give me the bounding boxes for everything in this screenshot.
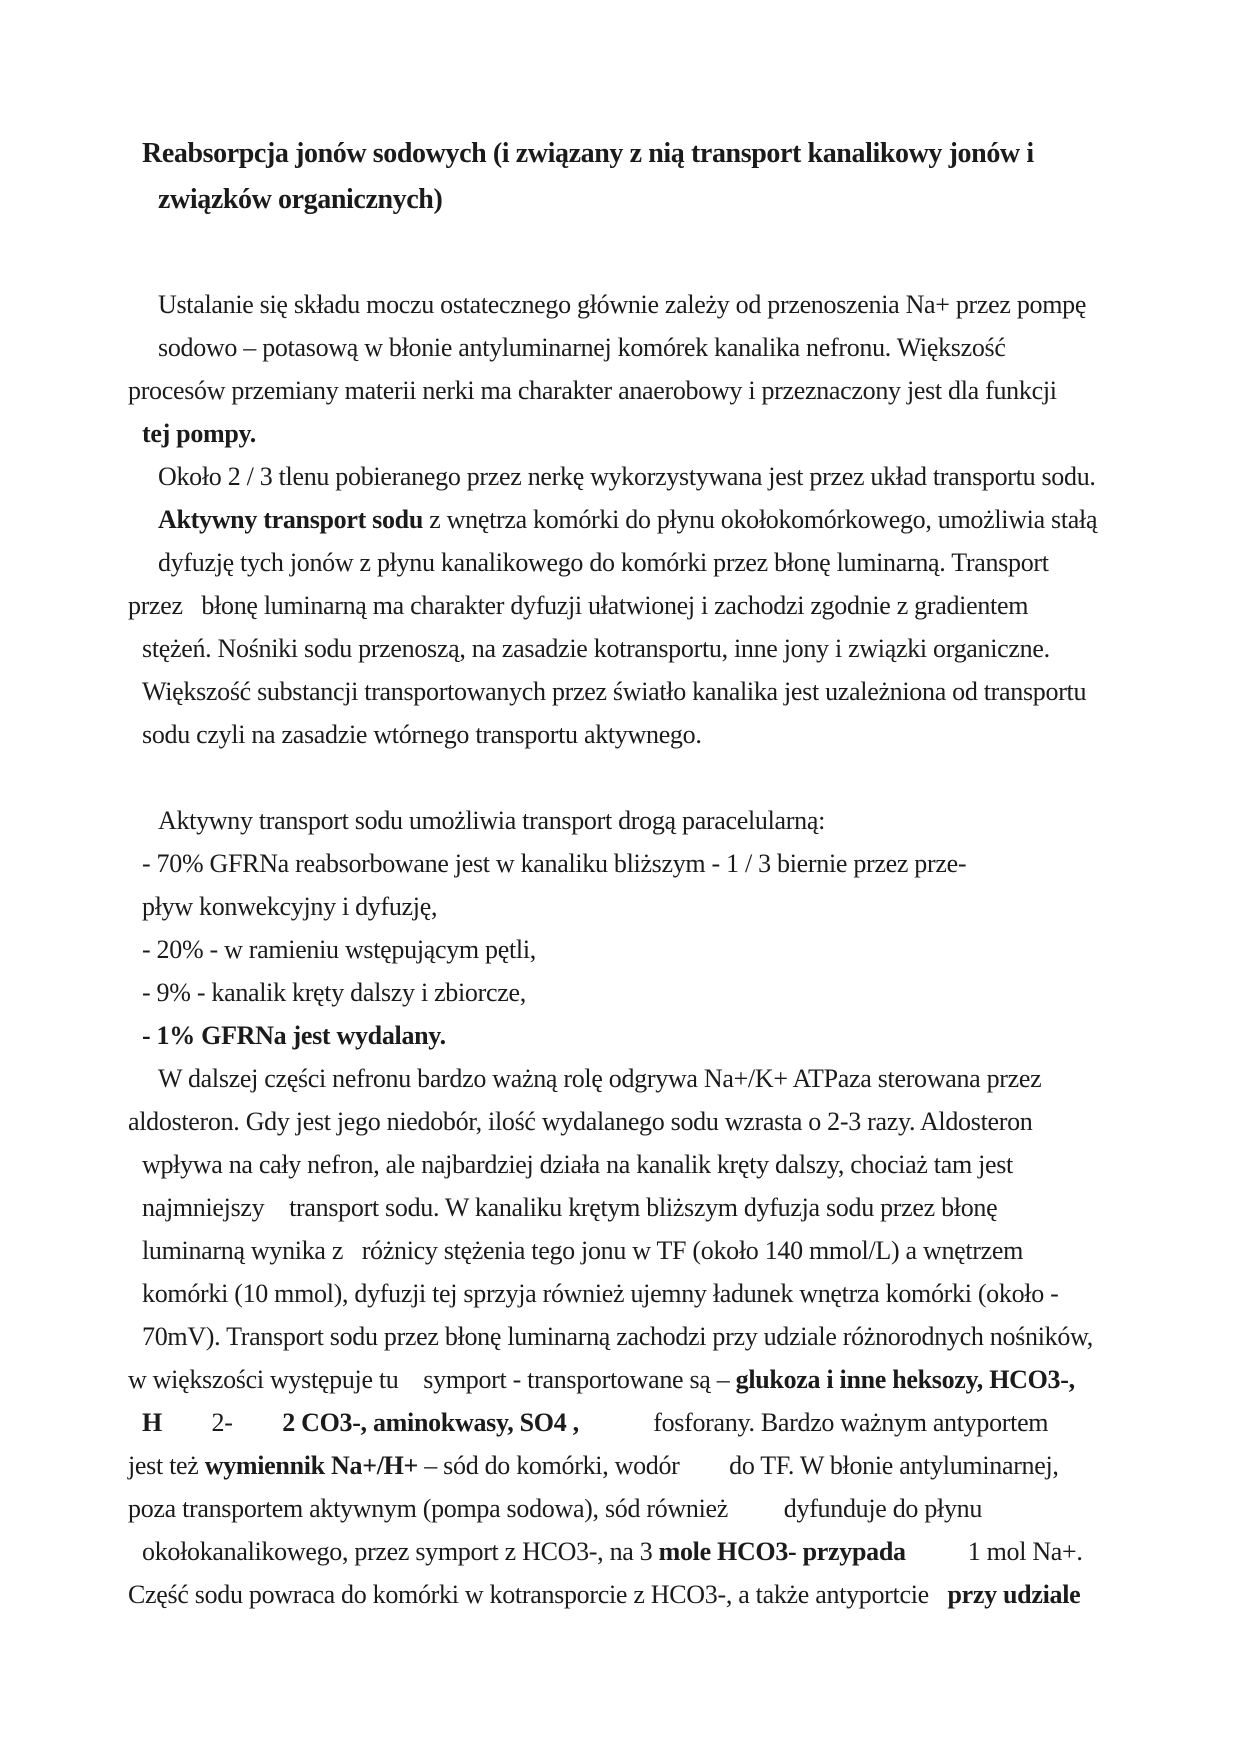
text-segment: - 70% GFRNa reabsorbowane jest w kanaliku bliższym - 1 / 3 biernie przez prze- xyxy=(142,849,967,878)
text-segment: Aktywny transport sodu umożliwia transport drogą paracelularną: xyxy=(158,806,826,835)
text-line xyxy=(128,670,1178,713)
text-segment: Ustalanie się składu moczu ostatecznego głównie zależy od przenoszenia Na+ przez pompę xyxy=(158,290,1087,319)
text-segment: mole HCO3- przypada xyxy=(658,1537,906,1566)
text-segment: sodowo – potasową w błonie antyluminarnej komórek kanalika nefronu. Większość xyxy=(158,333,1006,362)
text-segment: W dalszej części nefronu bardzo ważną rolę odgrywa Na+/K+ ATPaza sterowana przez xyxy=(158,1064,1042,1093)
text-segment: wymiennik Na+/H+ xyxy=(204,1451,419,1480)
text-line xyxy=(128,584,1178,627)
text-line xyxy=(128,1186,1178,1229)
text-segment: dyfuzję tych jonów z płynu kanalikowego do komórki przez błonę luminarną. Transport xyxy=(158,548,1049,577)
text-line xyxy=(128,498,1178,541)
text-line xyxy=(128,1487,1178,1530)
blank-line xyxy=(128,756,1178,799)
text-segment: pływ konwekcyjny i dyfuzję, xyxy=(142,892,438,921)
text-segment: glukoza i inne heksozy, HCO3-, xyxy=(735,1365,1075,1394)
document-body xyxy=(128,283,1178,1616)
text-line xyxy=(128,541,1178,584)
title-line: związków organicznych) xyxy=(158,184,443,215)
text-segment: procesów przemiany materii nerki ma charakter anaerobowy i przeznaczony jest dla funkcji xyxy=(128,376,1057,405)
text-line xyxy=(128,1573,1178,1616)
text-segment: z wnętrza komórki do płynu okołokomórkowego, umożliwia stałą xyxy=(423,505,1098,534)
text-segment: stężeń. Nośniki sodu przenoszą, na zasadzie kotransportu, inne jony i związki organiczne. xyxy=(142,634,1050,663)
text-segment: Większość substancji transportowanych przez światło kanalika jest uzależniona od transportu xyxy=(142,677,1087,706)
text-segment: przez błonę luminarną ma charakter dyfuzji ułatwionej i zachodzi zgodnie z gradientem xyxy=(128,591,1029,620)
text-segment: luminarną wynika z różnicy stężenia tego jonu w TF (około 140 mmol/L) a wnętrzem xyxy=(142,1236,1024,1265)
text-line xyxy=(128,1358,1178,1401)
text-line xyxy=(128,1315,1178,1358)
text-segment: - 20% - w ramieniu wstępującym pętli, xyxy=(142,935,536,964)
text-line xyxy=(128,1444,1178,1487)
document-content xyxy=(128,131,1178,1616)
text-line xyxy=(128,1143,1178,1186)
text-segment: przy udziale xyxy=(947,1580,1081,1609)
text-segment: komórki (10 mmol), dyfuzji tej sprzyja również ujemny ładunek wnętrza komórki (około - xyxy=(142,1279,1059,1308)
text-segment: Część sodu powraca do komórki w kotransporcie z HCO3-, a także antyportcie xyxy=(128,1580,948,1609)
text-line xyxy=(128,412,1178,455)
text-line xyxy=(128,1229,1178,1272)
text-line xyxy=(128,283,1178,326)
text-line xyxy=(128,928,1178,971)
text-line xyxy=(128,1014,1178,1057)
text-segment: 2- xyxy=(161,1408,283,1437)
text-segment: - 1% GFRNa jest wydalany. xyxy=(142,1021,446,1050)
text-segment: H xyxy=(142,1408,162,1437)
text-segment: 1 mol Na+. xyxy=(905,1537,1083,1566)
title-body-gap xyxy=(128,223,1178,283)
text-line xyxy=(128,1272,1178,1315)
text-segment: 70mV). Transport sodu przez błonę luminarną zachodzi przy udziale różnorodnych nośników, xyxy=(142,1322,1094,1351)
text-line xyxy=(128,455,1178,498)
text-line xyxy=(128,326,1178,369)
text-segment: fosforany. Bardzo ważnym antyportem xyxy=(578,1408,1049,1437)
title-line: Reabsorpcja jonów sodowych (i związany z nią transport kanalikowy jonów i xyxy=(142,138,1034,169)
text-line xyxy=(128,369,1178,412)
text-line xyxy=(128,799,1178,842)
text-segment: 2 CO3-, aminokwasy, SO4 , xyxy=(282,1408,579,1437)
text-segment: tej pompy. xyxy=(142,419,257,448)
text-segment: aldosteron. Gdy jest jego niedobór, ilość wydalanego sodu wzrasta o 2-3 razy. Aldosteron xyxy=(128,1107,1033,1136)
text-segment: wpływa na cały nefron, ale najbardziej działa na kanalik kręty dalszy, chociaż tam jest xyxy=(142,1150,1013,1179)
text-line xyxy=(128,1057,1178,1100)
text-segment: w większości występuje tu symport - transportowane są – xyxy=(128,1365,736,1394)
text-line xyxy=(128,627,1178,670)
text-line xyxy=(128,1530,1178,1573)
text-line xyxy=(128,885,1178,928)
text-segment: - 9% - kanalik kręty dalszy i zbiorcze, xyxy=(142,978,526,1007)
text-segment: – sód do komórki, wodór do TF. W błonie antyluminarnej, xyxy=(418,1451,1059,1480)
text-segment: poza transportem aktywnym (pompa sodowa), sód również dyfunduje do płynu xyxy=(128,1494,983,1523)
text-segment: sodu czyli na zasadzie wtórnego transportu aktywnego. xyxy=(142,720,702,749)
text-line xyxy=(128,842,1178,885)
text-line xyxy=(128,1401,1178,1444)
text-segment: najmniejszy transport sodu. W kanaliku krętym bliższym dyfuzja sodu przez błonę xyxy=(142,1193,998,1222)
text-segment: okołokanalikowego, przez symport z HCO3-, na 3 xyxy=(142,1537,659,1566)
text-line xyxy=(128,1100,1178,1143)
document-title xyxy=(128,131,1178,223)
text-line xyxy=(128,713,1178,756)
text-segment: jest też xyxy=(128,1451,205,1480)
text-line xyxy=(128,971,1178,1014)
text-segment: Około 2 / 3 tlenu pobieranego przez nerkę wykorzystywana jest przez układ transportu sodu. xyxy=(158,462,1096,491)
text-segment: Aktywny transport sodu xyxy=(158,505,424,534)
